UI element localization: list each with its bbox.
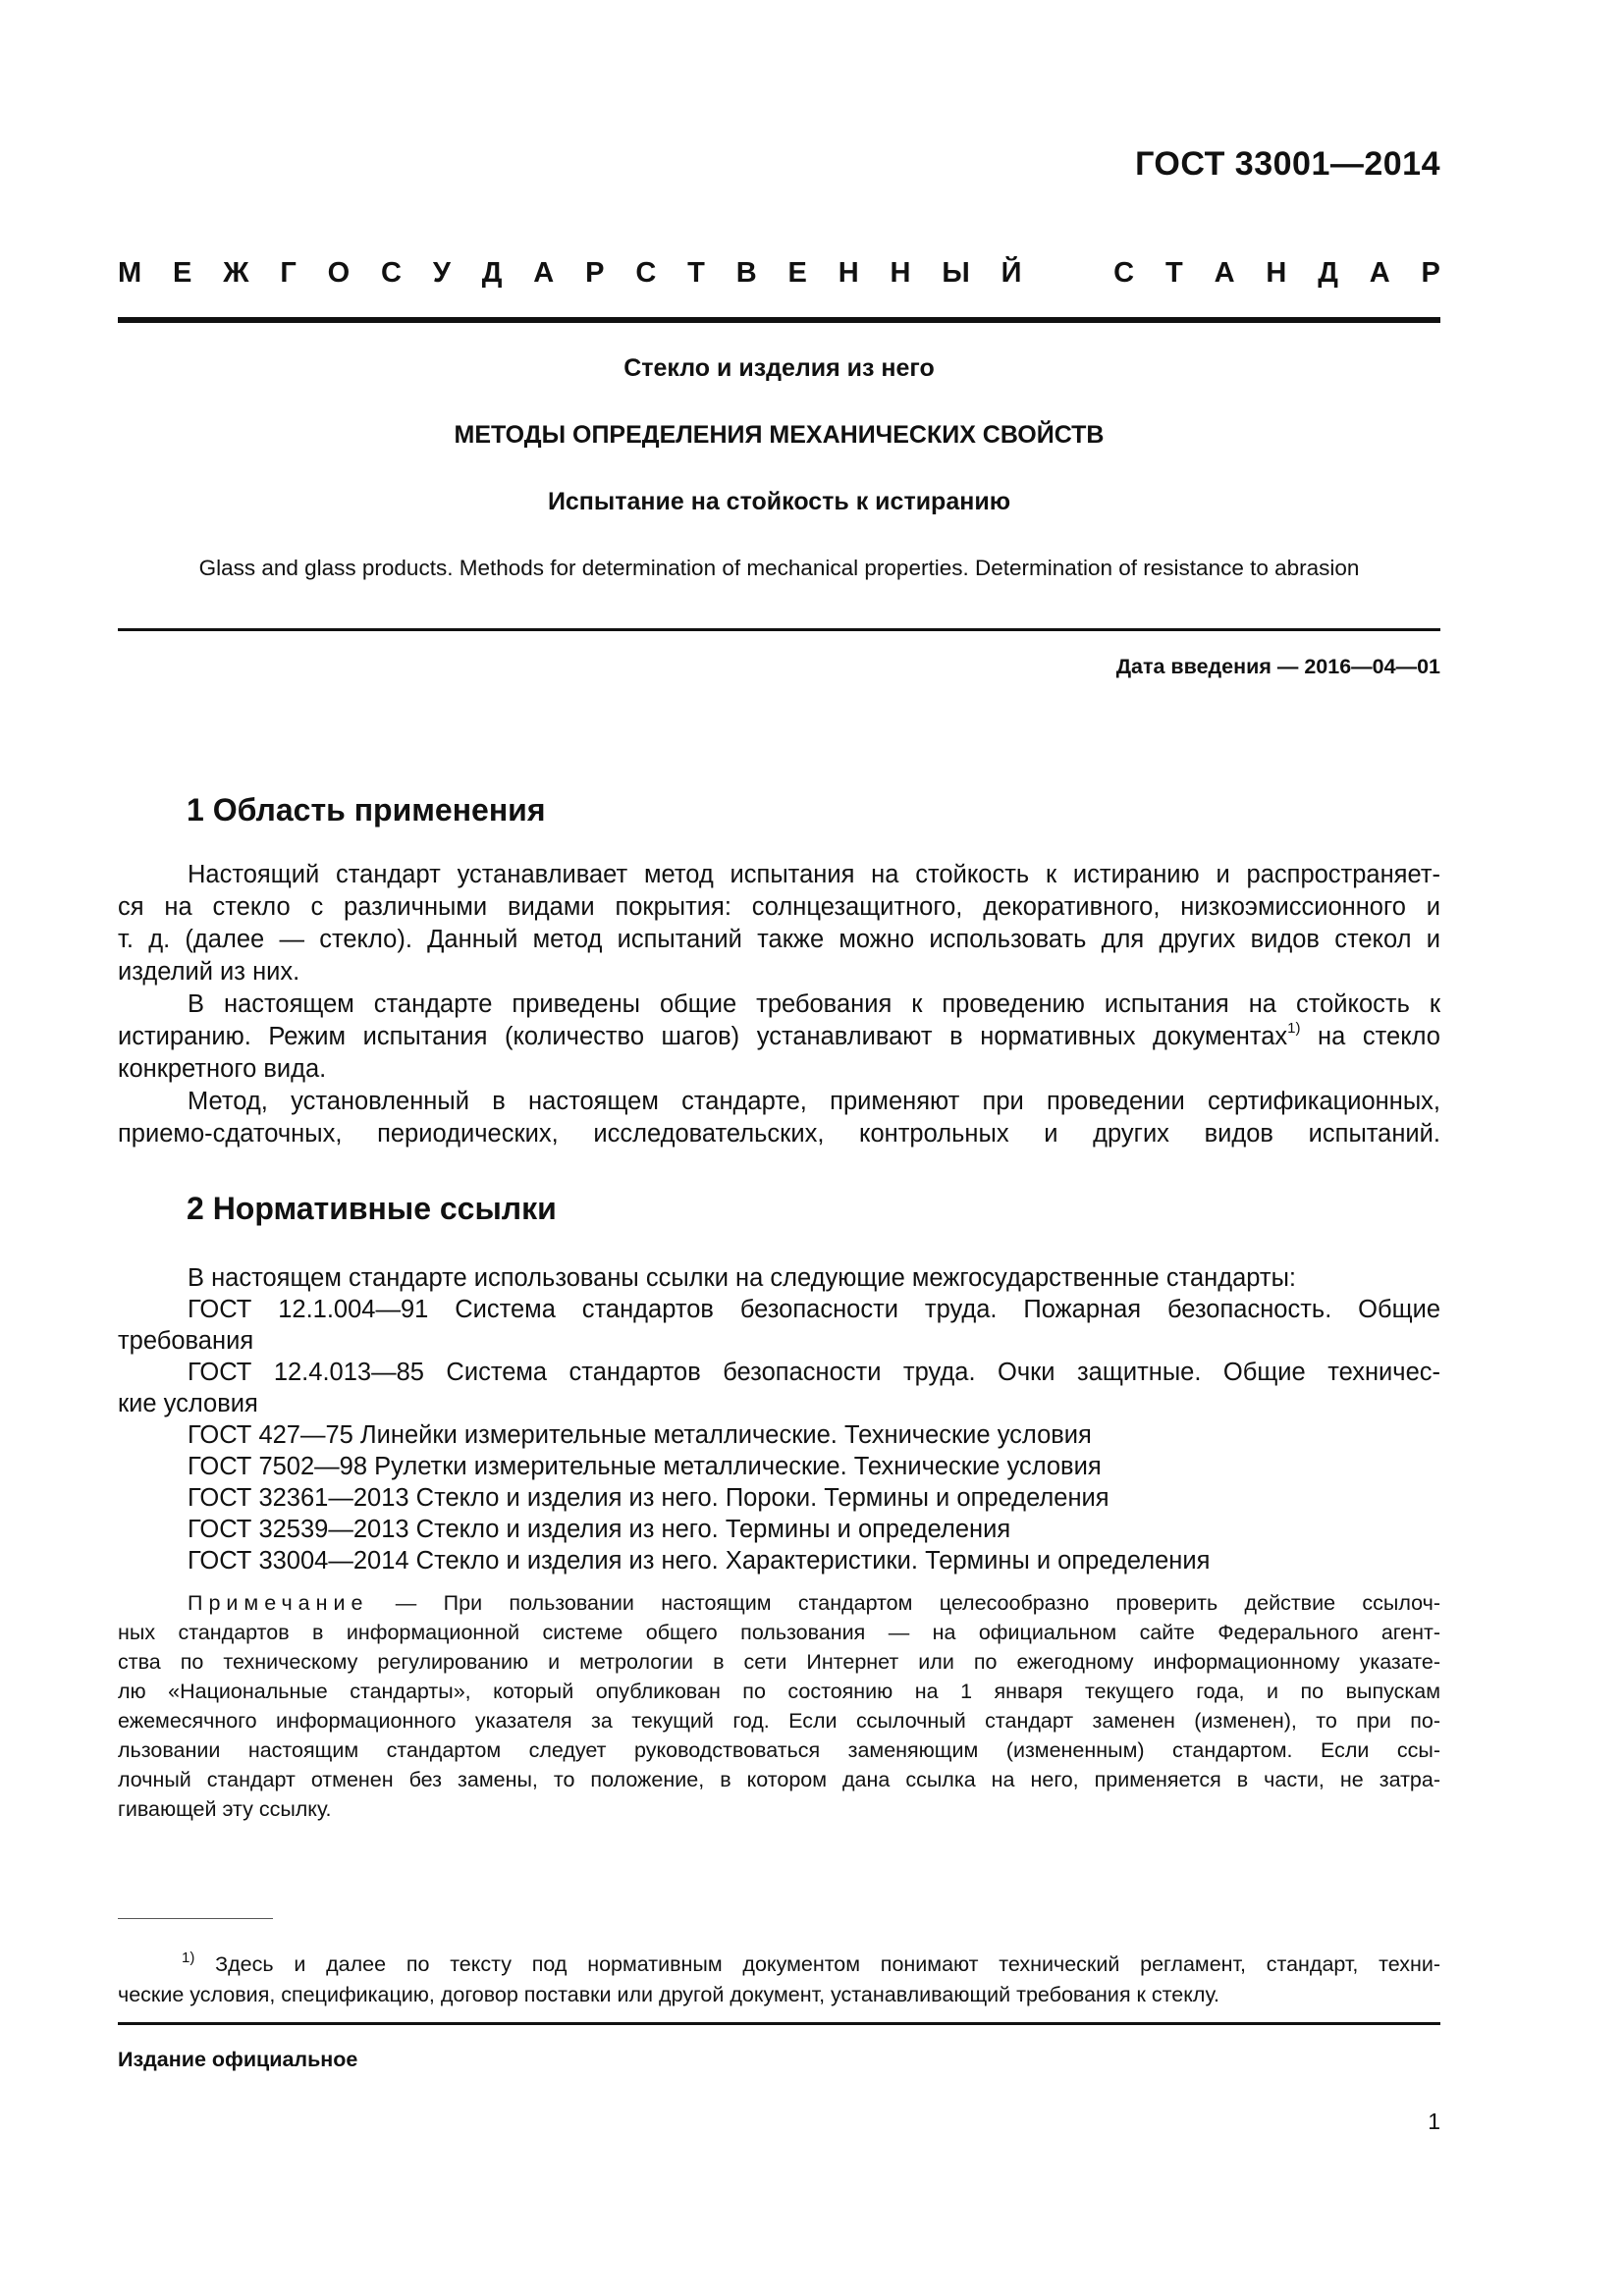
paragraph-text: истиранию. Режим испытания (количество шагов) устанавливают в нормативных документах [118, 1023, 1288, 1050]
banner-letter: Е [787, 257, 807, 289]
banner-letter: Т [1164, 257, 1183, 289]
reference-line: ГОСТ 427—75 Линейки измерительные металлические. Технические условия [188, 1421, 1092, 1449]
note-label: Примечание [188, 1591, 369, 1615]
note-line: лочный стандарт отменен без замены, то положение, в котором дана ссылка на него, применяется в части, не затра- [118, 1768, 1440, 1791]
section-2-heading: 2 Нормативные ссылки [187, 1191, 557, 1226]
note-line: ства по техническому регулированию и метрологии в сети Интернет или по ежегодному информационному указате- [118, 1650, 1440, 1674]
banner-letter: Р [1421, 257, 1440, 289]
note-line: ных стандартов в информационной системе общего пользования — на официальном сайте Федерального агент- [118, 1621, 1440, 1644]
paragraph-line-with-footnote [118, 1020, 1440, 1050]
note-line: гивающей эту ссылку. [118, 1797, 332, 1821]
title-rule [118, 628, 1440, 631]
reference-line: требования [118, 1327, 254, 1355]
banner-letter: А [1369, 257, 1390, 289]
paragraph-line: Метод, установленный в настоящем стандарте, применяют при проведении сертификационных, [188, 1088, 1440, 1115]
paragraph-line: приемо-сдаточных, периодических, исследовательских, контрольных и других видов испытаний. [118, 1120, 1440, 1148]
footnote-line: ческие условия, спецификацию, договор поставки или другой документ, устанавливающий требования к стеклу. [118, 1983, 1220, 2006]
footnote-separator [118, 1918, 273, 1919]
english-title: Glass and glass products. Methods for determination of mechanical properties. Determination of resistance to abrasion [198, 556, 1360, 580]
note-line: лю «Национальные стандарты», который опубликован по состоянию на 1 января текущего года, и по выпускам [118, 1680, 1440, 1703]
banner-letter: М [118, 257, 142, 289]
banner-letter: С [381, 257, 402, 289]
paragraph-line: т. д. (далее — стекло). Данный метод испытаний также можно использовать для других видов стекол и [118, 926, 1440, 953]
reference-line: ГОСТ 32361—2013 Стекло и изделия из него. Пороки. Термины и определения [188, 1484, 1109, 1512]
banner-letter: У [432, 257, 451, 289]
banner-letter: В [735, 257, 757, 289]
paragraph-line: конкретного вида. [118, 1055, 327, 1083]
banner-letter: Н [1266, 257, 1287, 289]
section-1-heading: 1 Область применения [187, 792, 546, 828]
banner-letter: Д [1318, 257, 1338, 289]
banner-letter: Н [890, 257, 911, 289]
note-line: ежемесячного информационного указателя за текущий год. Если ссылочный стандарт заменен (изменен), то при по- [118, 1709, 1440, 1733]
banner-letter: Н [838, 257, 859, 289]
page-number: 1 [1428, 2109, 1440, 2134]
reference-line: ГОСТ 32539—2013 Стекло и изделия из него. Термины и определения [188, 1516, 1011, 1543]
reference-line: кие условия [118, 1390, 258, 1417]
title-line-2: МЕТОДЫ ОПРЕДЕЛЕНИЯ МЕХАНИЧЕСКИХ СВОЙСТВ [454, 421, 1105, 449]
banner-letter: Й [1001, 257, 1022, 289]
introduction-date: Дата введения — 2016—04—01 [1115, 655, 1440, 678]
paragraph-text: на стекло [1300, 1023, 1440, 1050]
paragraph-line: В настоящем стандарте приведены общие требования к проведению испытания на стойкость к [188, 990, 1440, 1018]
banner-letter: Р [585, 257, 605, 289]
banner-letter [1053, 257, 1082, 290]
reference-line: ГОСТ 12.4.013—85 Система стандартов безопасности труда. Очки защитные. Общие техничес- [188, 1359, 1440, 1386]
banner-letter: Ж [223, 257, 249, 289]
reference-line: ГОСТ 12.1.004—91 Система стандартов безопасности труда. Пожарная безопасность. Общие [188, 1296, 1440, 1323]
banner-letter: Т [687, 257, 705, 289]
banner-letter: Д [481, 257, 503, 289]
paragraph-line: Настоящий стандарт устанавливает метод испытания на стойкость к истиранию и распространяет- [188, 861, 1440, 888]
banner-letter: С [635, 257, 657, 289]
footnote-first-line [182, 1949, 1440, 1976]
note-line: льзовании настоящим стандартом следует руководствоваться заменяющим (измененным) стандартом. Если ссы- [118, 1738, 1440, 1762]
banner-letter: Ы [942, 257, 970, 289]
banner-letter: А [1214, 257, 1235, 289]
edition-label: Издание официальное [118, 2048, 358, 2071]
banner-letter: Е [173, 257, 192, 289]
footnote-marker: 1) [182, 1949, 195, 1966]
note-first-line [188, 1593, 1440, 1615]
footnote-text: Здесь и далее по тексту под нормативным документом понимают технический регламент, стандарт, техни- [194, 1952, 1440, 1976]
note-text: — При пользовании настоящим стандартом целесообразно проверить действие ссылоч- [368, 1591, 1440, 1615]
banner-letter: О [327, 257, 351, 289]
reference-line: ГОСТ 33004—2014 Стекло и изделия из него. Характеристики. Термины и определения [188, 1547, 1211, 1575]
banner-letter: А [533, 257, 555, 289]
paragraph-line: изделий из них. [118, 958, 300, 986]
banner-letter: Г [280, 257, 297, 289]
footnote-reference[interactable]: 1) [1287, 1020, 1301, 1037]
paragraph-line: ся на стекло с различными видами покрытия: солнцезащитного, декоративного, низкоэмиссионного и [118, 893, 1440, 921]
paragraph-line: В настоящем стандарте использованы ссылки на следующие межгосударственные стандарты: [188, 1264, 1296, 1292]
document-number: ГОСТ 33001—2014 [1135, 145, 1440, 183]
banner-letter: С [1113, 257, 1135, 289]
title-line-1: Стекло и изделия из него [623, 354, 935, 382]
reference-line: ГОСТ 7502—98 Рулетки измерительные металлические. Технические условия [188, 1453, 1102, 1480]
standard-type-banner [118, 257, 1440, 290]
header-thick-rule [118, 317, 1440, 323]
title-line-3: Испытание на стойкость к истиранию [547, 488, 1011, 515]
footer-rule [118, 2022, 1440, 2025]
